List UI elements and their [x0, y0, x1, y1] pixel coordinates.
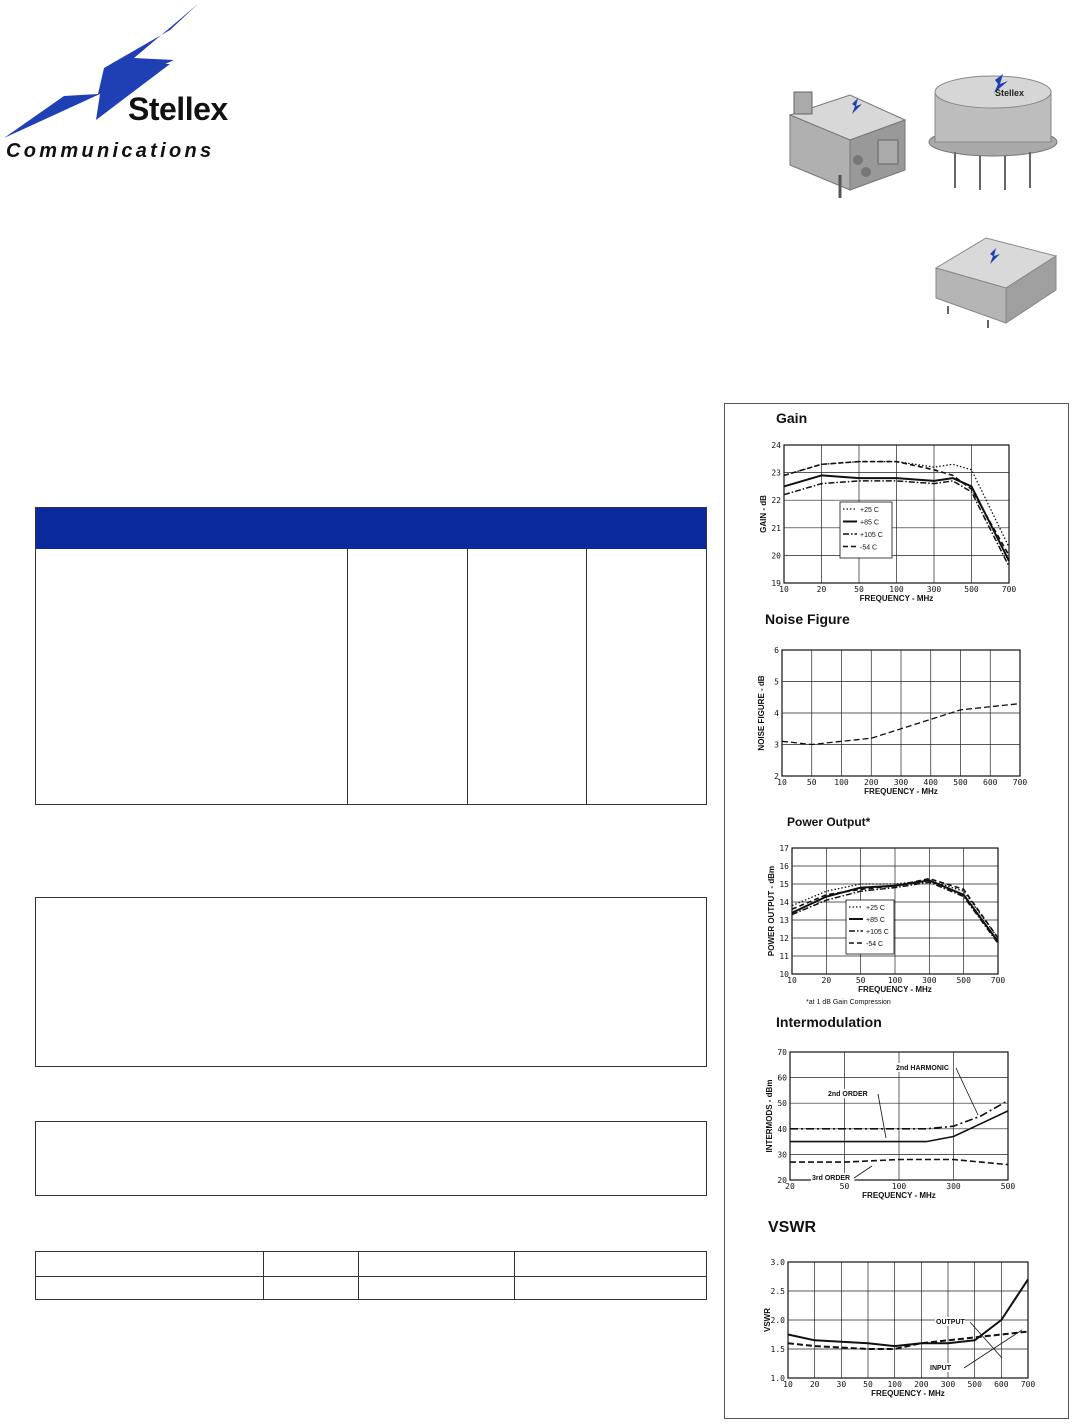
y-tick-label: 40 [777, 1124, 787, 1134]
chart-title-gain: Gain [776, 410, 808, 426]
y-tick-label: 3.0 [770, 1258, 785, 1267]
x-tick-label: 30 [836, 1380, 847, 1389]
x-tick-label: 300 [893, 778, 909, 787]
legend-label: +25 C [866, 905, 885, 912]
y-tick-label: 60 [777, 1073, 787, 1083]
x-tick-label: 100 [834, 778, 849, 787]
note-box [35, 1121, 707, 1196]
info-box [35, 897, 707, 1067]
y-tick-label: 20 [777, 1176, 787, 1185]
series-line [788, 1279, 1028, 1346]
specifications-table-header [36, 508, 706, 549]
x-tick-label: 50 [854, 585, 864, 594]
vswr-chart [752, 1250, 1042, 1412]
y-tick-label: 30 [777, 1150, 787, 1160]
y-axis-label: NOISE FIGURE - dB [757, 675, 766, 751]
x-axis-label: FREQUENCY - MHz [859, 594, 934, 603]
x-tick-label: 50 [855, 976, 866, 985]
x-tick-label: 20 [809, 1380, 820, 1389]
x-tick-label: 500 [1000, 1182, 1016, 1191]
gain-chart [752, 430, 1032, 608]
power-output-chart [766, 838, 1016, 1010]
x-axis-label: FREQUENCY - MHz [862, 1191, 936, 1200]
specifications-table-body [36, 549, 706, 804]
x-tick-label: 700 [1012, 778, 1028, 787]
table-column-divider [347, 549, 348, 804]
table-column-divider [263, 1252, 264, 1299]
ordering-table [35, 1251, 707, 1300]
y-tick-label: 12 [779, 934, 789, 943]
annotation-label: OUTPUT [936, 1319, 965, 1326]
y-tick-label: 23 [771, 468, 781, 478]
logo-subtitle: Communications [6, 140, 215, 162]
y-tick-label: 2.5 [770, 1287, 785, 1296]
x-axis-label: FREQUENCY - MHz [864, 787, 938, 796]
y-axis-label: POWER OUTPUT - dBm [767, 865, 776, 957]
y-tick-label: 3 [774, 740, 779, 750]
y-tick-label: 4 [774, 709, 779, 718]
legend-label: +25 C [860, 507, 879, 514]
y-tick-label: 5 [774, 677, 779, 687]
y-tick-label: 14 [779, 898, 789, 907]
x-tick-label: 100 [887, 1380, 902, 1389]
y-tick-label: 16 [779, 862, 789, 871]
y-axis-label: VSWR [763, 1308, 772, 1332]
x-tick-label: 20 [785, 1182, 795, 1191]
noise-figure-chart [752, 640, 1037, 805]
x-tick-label: 100 [891, 1182, 907, 1191]
x-tick-label: 700 [990, 976, 1006, 985]
intermodulation-chart [760, 1040, 1030, 1212]
annotation-label: 2nd HARMONIC [896, 1065, 949, 1072]
x-tick-label: 500 [964, 585, 979, 594]
connectorized-amplifier-image [780, 80, 920, 200]
table-column-divider [586, 549, 587, 804]
y-axis-label: GAIN - dB [759, 495, 768, 533]
y-tick-label: 22 [771, 496, 781, 506]
y-axis-label: INTERMODS - dBm [765, 1079, 774, 1153]
table-column-divider [358, 1252, 359, 1299]
y-tick-label: 20 [771, 551, 781, 561]
chart-footnote: *at 1 dB Gain Compression [806, 999, 891, 1006]
x-tick-label: 10 [779, 585, 789, 594]
y-tick-label: 11 [779, 952, 789, 961]
annotation-leader [878, 1094, 886, 1138]
x-tick-label: 10 [777, 778, 787, 787]
logo-name: Stellex [128, 91, 228, 127]
legend-label: +85 C [866, 917, 885, 924]
annotation-leader [956, 1068, 978, 1115]
x-tick-label: 50 [863, 1380, 873, 1389]
x-tick-label: 500 [953, 778, 968, 787]
y-tick-label: 70 [777, 1048, 787, 1057]
x-tick-label: 100 [887, 976, 903, 985]
x-tick-label: 600 [983, 778, 998, 787]
x-tick-label: 200 [864, 778, 879, 787]
y-tick-label: 10 [779, 970, 789, 979]
x-tick-label: 20 [821, 976, 832, 985]
x-tick-label: 300 [922, 976, 937, 985]
x-tick-label: 500 [956, 976, 971, 985]
legend-label: -54 C [860, 544, 878, 552]
legend-label: -54 C [866, 941, 884, 948]
chart-title-noise-figure: Noise Figure [765, 611, 850, 627]
y-tick-label: 13 [779, 916, 789, 925]
x-axis-label: FREQUENCY - MHz [858, 985, 932, 994]
table-column-divider [467, 549, 468, 804]
y-tick-label: 1.5 [770, 1345, 785, 1354]
y-tick-label: 19 [771, 579, 781, 588]
annotation-leader [854, 1166, 872, 1178]
x-tick-label: 100 [889, 585, 904, 594]
legend-label: +105 C [866, 929, 889, 936]
legend-label: +85 C [860, 519, 879, 527]
x-tick-label: 700 [1020, 1380, 1036, 1389]
y-tick-label: 17 [779, 844, 789, 853]
annotation-label: INPUT [930, 1365, 951, 1372]
specifications-table [35, 507, 707, 805]
x-tick-label: 50 [806, 778, 817, 787]
annotation-label: 2nd ORDER [828, 1091, 868, 1098]
chart-title-vswr: VSWR [768, 1219, 816, 1236]
x-tick-label: 300 [926, 585, 942, 594]
surface-mount-amplifier-image [928, 228, 1063, 333]
x-tick-label: 10 [783, 1380, 793, 1389]
y-tick-label: 2.0 [770, 1316, 785, 1325]
chart-title-intermodulation: Intermodulation [776, 1014, 882, 1030]
y-tick-label: 1.0 [770, 1374, 785, 1383]
y-tick-label: 50 [777, 1099, 787, 1109]
x-tick-label: 700 [1001, 585, 1017, 594]
svg-text:Stellex: Stellex [995, 88, 1025, 98]
x-tick-label: 300 [946, 1182, 961, 1191]
x-tick-label: 20 [816, 585, 827, 594]
chart-title-power-output: Power Output* [787, 815, 871, 829]
y-tick-label: 24 [771, 441, 781, 450]
x-tick-label: 600 [994, 1380, 1009, 1389]
x-tick-label: 400 [923, 778, 938, 787]
legend-label: +105 C [860, 532, 883, 539]
x-tick-label: 200 [914, 1380, 929, 1389]
table-column-divider [514, 1252, 515, 1299]
table-row-divider [36, 1276, 706, 1277]
stellex-logo [0, 0, 230, 170]
annotation-label: 3rd ORDER [812, 1175, 851, 1182]
to8-can-amplifier-image [925, 72, 1065, 192]
y-tick-label: 6 [774, 646, 779, 655]
x-tick-label: 500 [967, 1380, 982, 1389]
x-tick-label: 50 [839, 1182, 850, 1191]
x-tick-label: 10 [787, 976, 797, 985]
x-tick-label: 300 [940, 1380, 956, 1389]
x-axis-label: FREQUENCY - MHz [871, 1389, 945, 1398]
y-tick-label: 21 [771, 523, 781, 533]
y-tick-label: 15 [779, 880, 789, 889]
y-tick-label: 2 [774, 772, 779, 781]
